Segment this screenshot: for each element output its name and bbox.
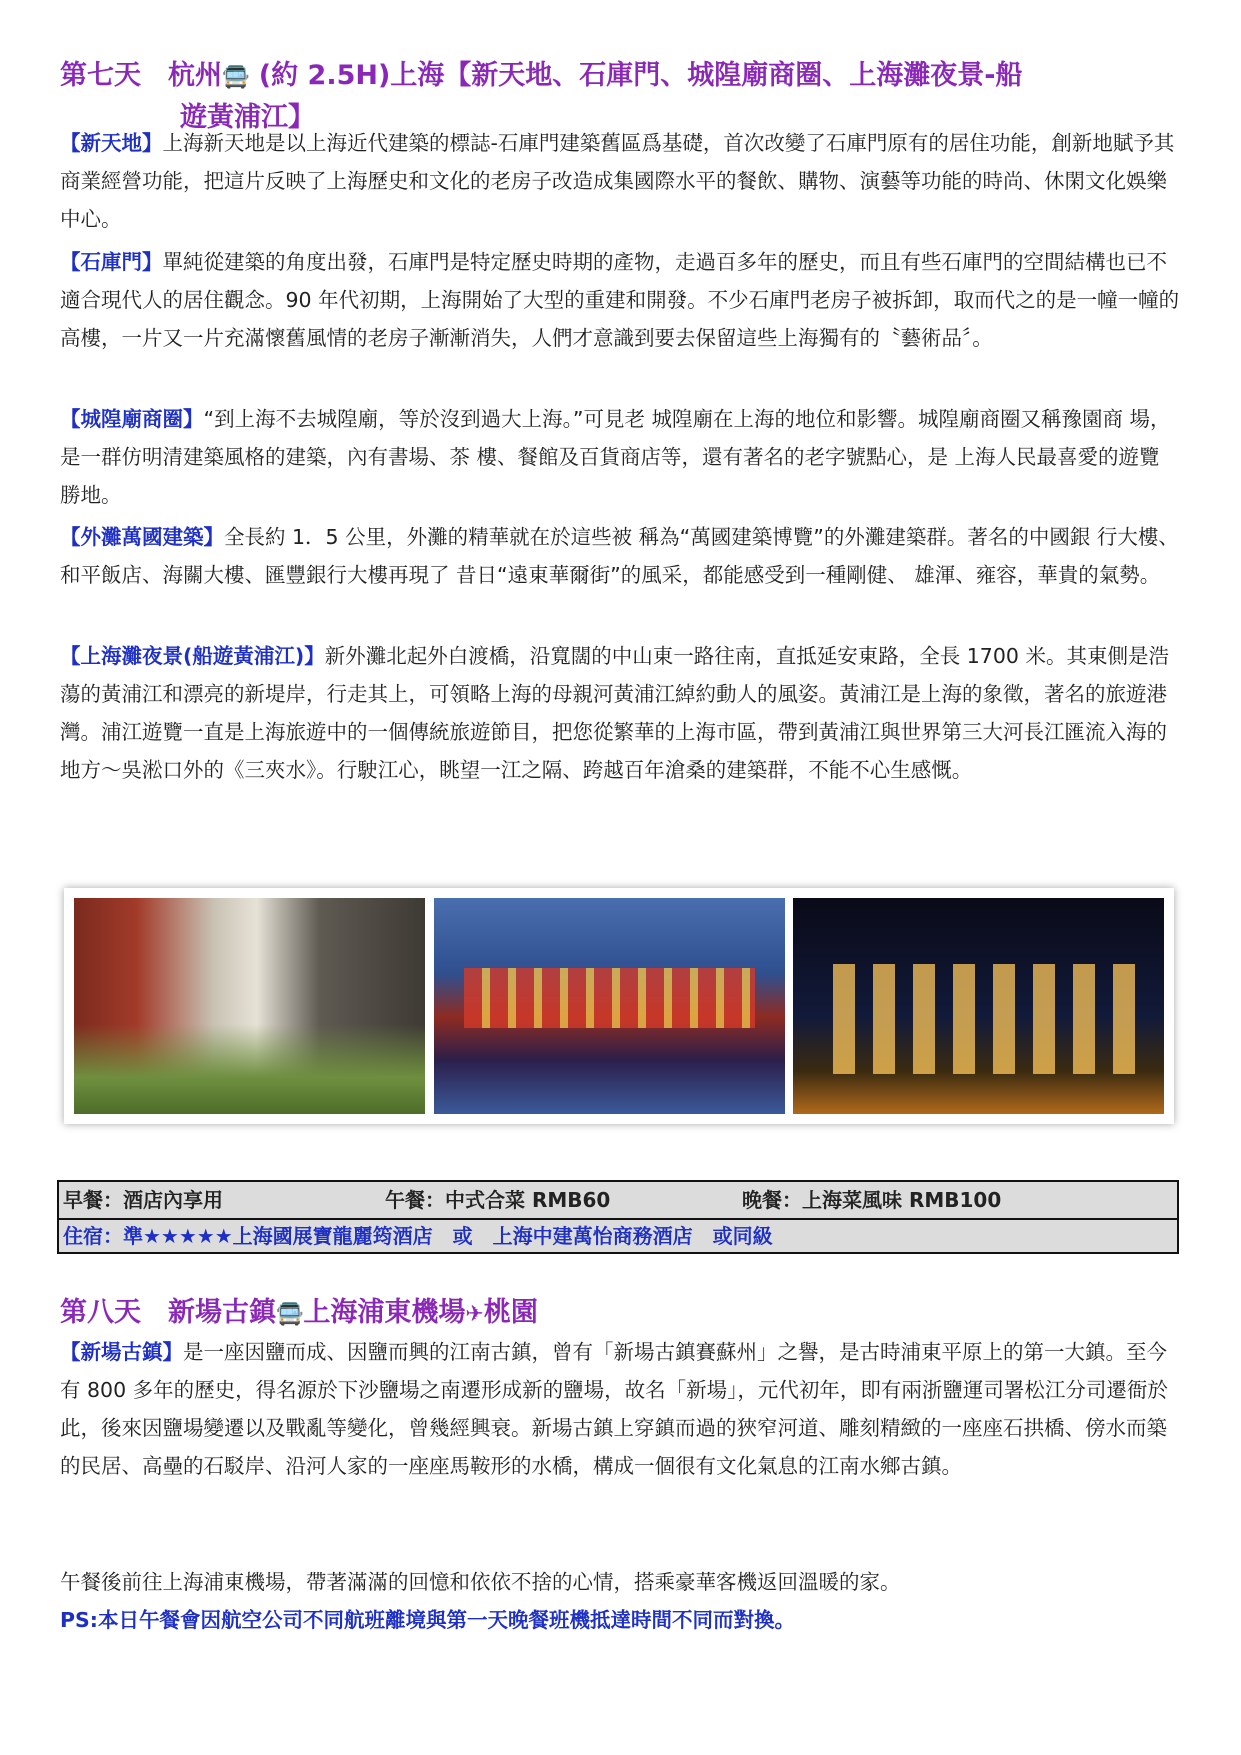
bus-icon: 🚍 — [276, 1302, 304, 1327]
hotel: 住宿：準★★★★★上海國展寶龍麗筠酒店 或 上海中建萬怡商務酒店 或同級 — [63, 1224, 773, 1248]
section-chenghuangmiao: 【城隍廟商圈】“到上海不去城隍廟，等於沒到過大上海。”可見老 城隍廟在上海的地位和影響。城隍廟商圈又稱豫園商 場，是一群仿明清建築風格的建築，內有書場、茶 樓、餐館及百貨商店等，還有著名的老字號點心，是 上海人民最喜愛的遊覽勝地。 — [60, 407, 1171, 507]
meals-row — [59, 1182, 1177, 1220]
bus-icon: 🚍 — [222, 65, 250, 90]
photo-shanghai-night-skyline — [793, 898, 1164, 1114]
dinner: 晚餐：上海菜風味 RMB100 — [742, 1188, 1002, 1212]
photo-strip — [64, 888, 1174, 1124]
photo-shikumen-alley — [74, 898, 425, 1114]
day7-title: 第七天 杭州🚍 (約 2.5H)上海【新天地、石庫門、城隍廟商圈、上海灘夜景-船 遊黃浦江】 — [60, 60, 1023, 133]
section-xintiandi: 【新天地】上海新天地是以上海近代建築的標誌-石庫門建築舊區爲基礎，首次改變了石庫門原有的居住功能，創新地賦予其商業經營功能，把這片反映了上海歷史和文化的老房子改造成集國際水平的餐飲、購物、演藝等功能的時尚、休閑文化娛樂中心。 — [60, 131, 1175, 231]
meals-table — [57, 1180, 1179, 1254]
breakfast: 早餐：酒店內享用 — [63, 1188, 223, 1212]
photo-yuyuan-garden — [434, 898, 785, 1114]
ps-note: PS:本日午餐會因航空公司不同航班離境與第一天晚餐班機抵達時間不同而對換。 — [60, 1608, 795, 1632]
section-bund-night: 【上海灘夜景(船遊黃浦江)】新外灘北起外白渡橋，沿寬闊的中山東一路往南，直抵延安東路，全長 1700 米。其東側是浩蕩的黃浦江和漂亮的新堤岸，行走其上，可領略上海的母親河黃浦江綽約動人的風姿。黃浦江是上海的象徵，著名的旅遊港灣。浦江遊覽一直是上海旅遊中的一個傳統旅遊節目，把您從繁華的上海市區，帶到黃浦江與世界第三大河長江匯流入海的地方～吳淞口外的《三夾水》。行駛江心，眺望一江之隔、跨越百年滄桑的建築群，不能不心生感慨。 — [60, 644, 1169, 782]
airplane-icon: ✈ — [465, 1302, 484, 1327]
day8-title: 第八天 新場古鎮🚍上海浦東機場✈桃園 — [60, 1293, 1180, 1335]
hotel-row — [59, 1218, 1177, 1254]
afternoon-text: 午餐後前往上海浦東機場，帶著滿滿的回憶和依依不捨的心情，搭乘豪華客機返回溫暖的家。 — [60, 1570, 901, 1594]
lunch: 午餐：中式合菜 RMB60 — [385, 1188, 611, 1212]
section-shikumen: 【石庫門】單純從建築的角度出發，石庫門是特定歷史時期的產物，走過百多年的歷史，而且有些石庫門的空間結構也已不適合現代人的居住觀念。90 年代初期，上海開始了大型的重建和開發。不少石庫門老房子被拆卸，取而代之的是一幢一幢的高樓，一片又一片充滿懷舊風情的老房子漸漸消失，人們才意識到要去保留這些上海獨有的〝藝術品〞。 — [60, 250, 1180, 350]
section-bund-architecture: 【外灘萬國建築】全長約 1．5 公里，外灘的精華就在於這些被 稱為“萬國建築博覽”的外灘建築群。著名的中國銀 行大樓、和平飯店、海關大樓、匯豐銀行大樓再現了 昔日“遠東華爾街”的風采，都能感受到一種剛健、 雄渾、雍容，華貴的氣勢。 — [60, 525, 1179, 587]
section-xinchang: 【新場古鎮】是一座因鹽而成、因鹽而興的江南古鎮，曾有「新場古鎮賽蘇州」之譽，是古時浦東平原上的第一大鎮。至今有 800 多年的歷史，得名源於下沙鹽場之南遷形成新的鹽場，故名「新場」，元代初年，即有兩浙鹽運司署松江分司遷衙於此，後來因鹽場變遷以及戰亂等變化，曾幾經興衰。新場古鎮上穿鎮而過的狹窄河道、雕刻精緻的一座座石拱橋、傍水而築的民居、高壘的石駁岸、沿河人家的一座座馬鞍形的水橋，構成一個很有文化氣息的江南水鄉古鎮。 — [60, 1340, 1168, 1478]
